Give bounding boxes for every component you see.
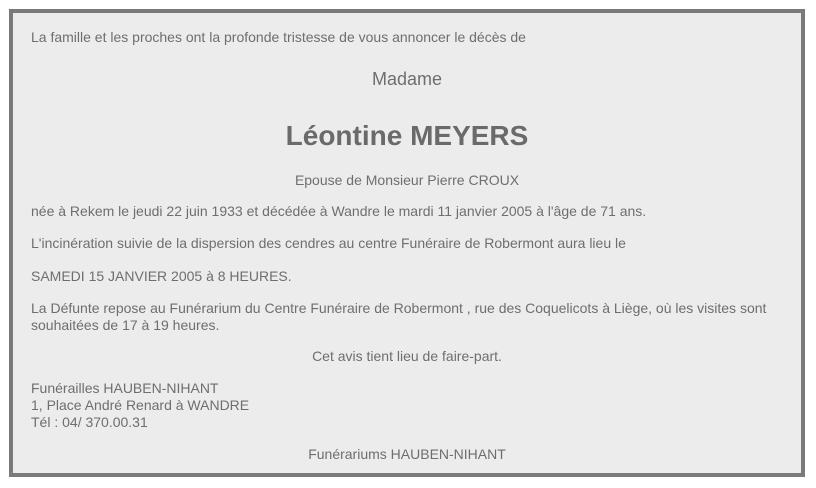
- birth-death-line: née à Rekem le jeudi 22 juin 1933 et décédée à Wandre le mardi 11 janvier 2005 à l'âge de 71 ans.: [31, 203, 647, 219]
- ceremony-line: L'incinération suivie de la dispersion des cendres au centre Funéraire de Robermont aura lieu le: [31, 235, 626, 251]
- ceremony-date: SAMEDI 15 JANVIER 2005 à 8 HEURES.: [31, 268, 292, 284]
- footer-text: Funérariums HAUBEN-NIHANT: [308, 446, 506, 462]
- deceased-name: Léontine MEYERS: [285, 120, 529, 151]
- funeral-home-address: 1, Place André Renard à WANDRE: [31, 397, 250, 413]
- salutation: Madame: [371, 69, 443, 89]
- notice-text: Cet avis tient lieu de faire-part.: [312, 348, 502, 364]
- funeral-home-phone: Tél : 04/ 370.00.31: [31, 414, 148, 430]
- visitation-text: La Défunte repose au Funérarium du Centre Funéraire de Robermont , rue des Coquelicots à Liège, où les visites sont souhaitées de 17 à 19 heures.: [31, 300, 767, 333]
- intro-text: La famille et les proches ont la profonde tristesse de vous annoncer le décès de: [31, 29, 526, 45]
- funeral-home-name: Funérailles HAUBEN-NIHANT: [31, 380, 219, 396]
- spouse-line: Epouse de Monsieur Pierre CROUX: [294, 172, 520, 188]
- death-notice-card: [9, 9, 805, 477]
